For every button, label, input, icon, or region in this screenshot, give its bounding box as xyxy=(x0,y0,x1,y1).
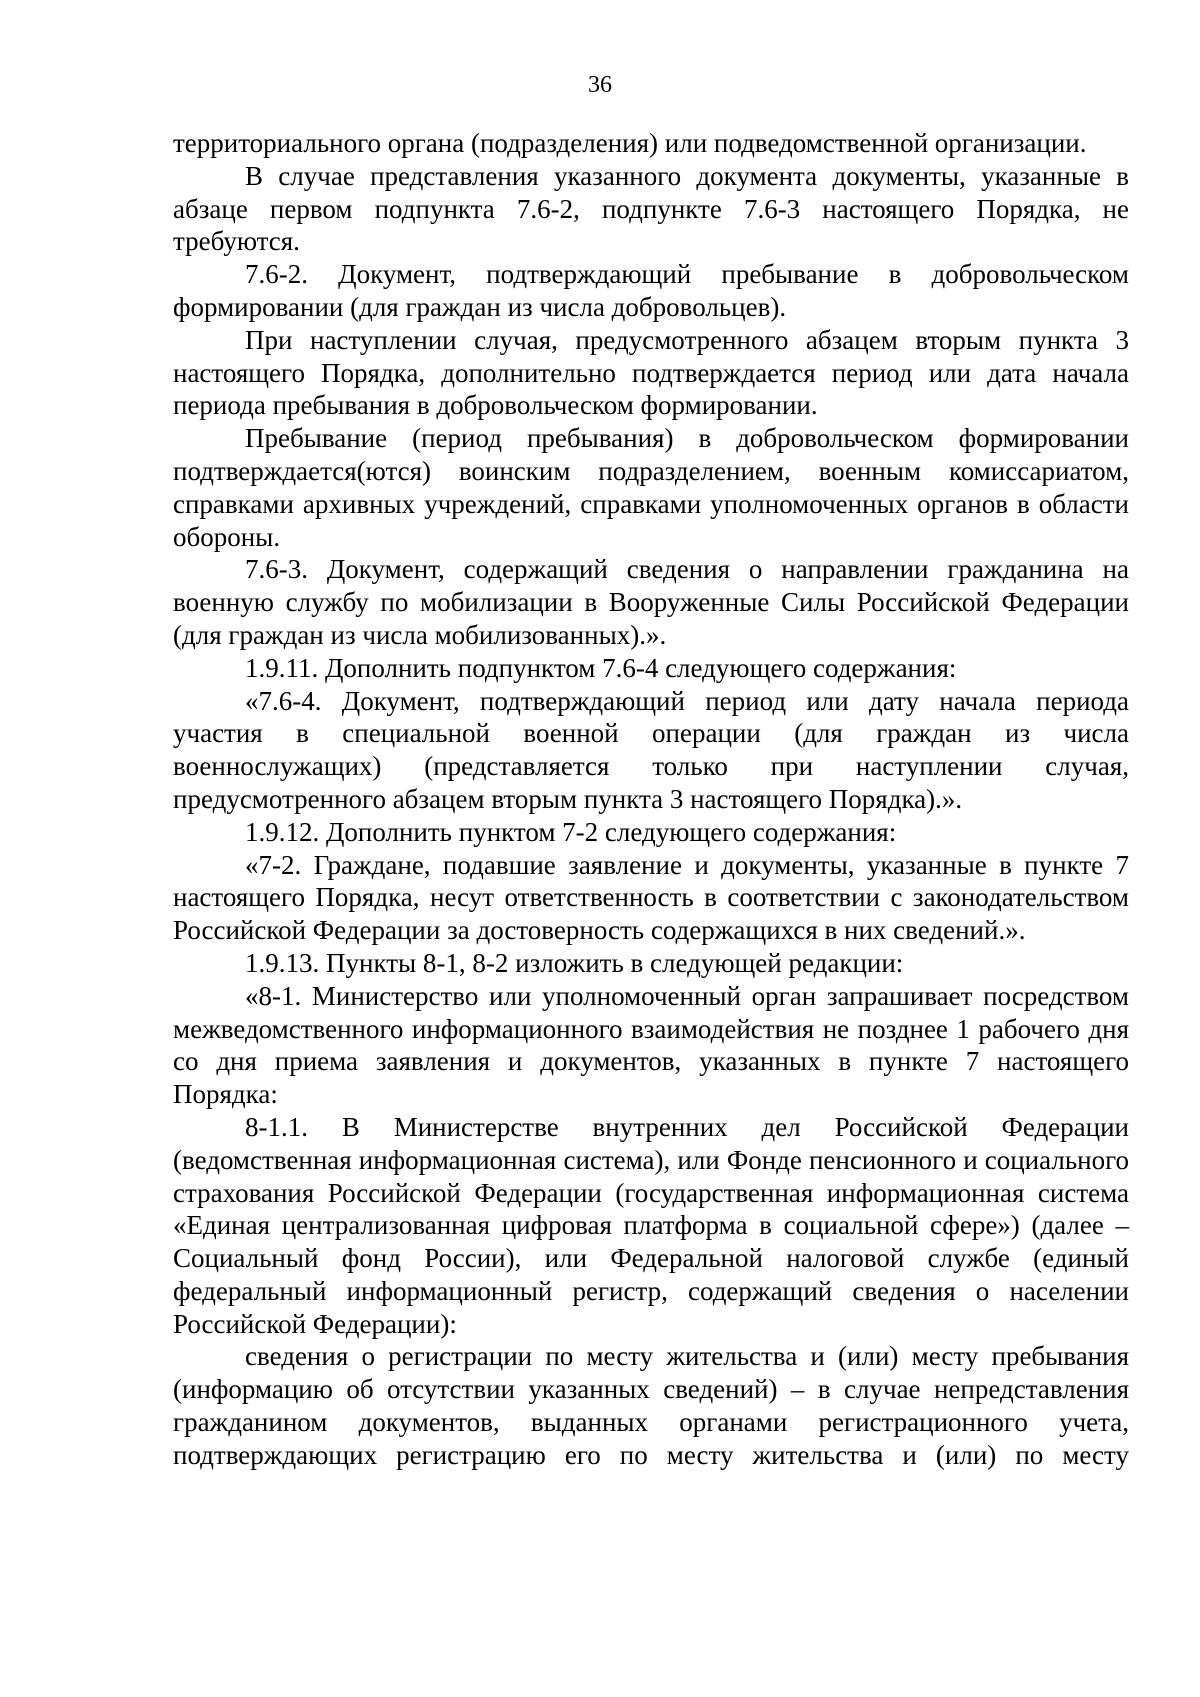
paragraph: «7.6-4. Документ, подтверждающий период или дату начала периода участия в специальной военной операции (для граждан из числа военнослужащих) (представляется только при наступлении случая, предусмотренного абзацем вторым пункта 3 настоящего Порядка).». xyxy=(173,685,1129,814)
paragraph: 8-1.1. В Министерстве внутренних дел Российской Федерации (ведомственная информационная система), или Фонде пенсионного и социального страхования Российской Федерации (государственная информационная система «Единая централизованная цифровая платформа в социальной сфере») (далее – Социальный фонд России), или Федеральной налоговой службе (единый федеральный информационный регистр, содержащий сведения о населении Российской Федерации): xyxy=(173,1111,1129,1339)
page-number: 36 xyxy=(588,72,612,98)
paragraph: В случае представления указанного документа документы, указанные в абзаце первом подпункта 7.6-2, подпункте 7.6-3 настоящего Порядка, не требуются. xyxy=(173,160,1129,257)
paragraph: 1.9.12. Дополнить пунктом 7-2 следующего содержания: xyxy=(245,816,897,847)
paragraph: «8-1. Министерство или уполномоченный орган запрашивает посредством межведомственного информационного взаимодействия не позднее 1 рабочего дня со дня приема заявления и документов, указанных в пункте 7 настоящего Порядка: xyxy=(173,980,1129,1110)
paragraph: При наступлении случая, предусмотренного абзацем вторым пункта 3 настоящего Порядка, дополнительно подтверждается период или дата начала периода пребывания в добровольческом формировании. xyxy=(173,324,1129,421)
paragraph: сведения о регистрации по месту жительства и (или) месту пребывания (информацию об отсутствии указанных сведений) – в случае непредставления гражданином документов, выданных органами регистрационного учета, подтверждающих регистрацию его по месту жительства и (или) по месту xyxy=(173,1341,1129,1470)
paragraph: «7-2. Граждане, подавшие заявление и документы, указанные в пункте 7 настоящего Порядка, несут ответственность в соответствии с законодательством Российской Федерации за достоверность содержащихся в них сведений.». xyxy=(173,849,1129,946)
paragraph: 7.6-3. Документ, содержащий сведения о направлении гражданина на военную службу по мобилизации в Вооруженные Силы Российской Федерации (для граждан из числа мобилизованных).». xyxy=(173,554,1129,650)
paragraph: 1.9.11. Дополнить подпунктом 7.6-4 следующего содержания: xyxy=(245,652,957,683)
document-body xyxy=(173,127,1129,1472)
paragraph: 7.6-2. Документ, подтверждающий пребывание в добровольческом формировании (для граждан из числа добровольцев). xyxy=(173,259,1129,322)
paragraph: территориального органа (подразделения) или подведомственной организации. xyxy=(173,128,1087,158)
paragraph: Пребывание (период пребывания) в добровольческом формировании подтверждается(ются) воинским подразделением, военным комиссариатом, справками архивных учреждений, справками уполномоченных органов в области обороны. xyxy=(173,423,1129,552)
paragraph: 1.9.13. Пункты 8-1, 8-2 изложить в следующей редакции: xyxy=(245,947,904,978)
